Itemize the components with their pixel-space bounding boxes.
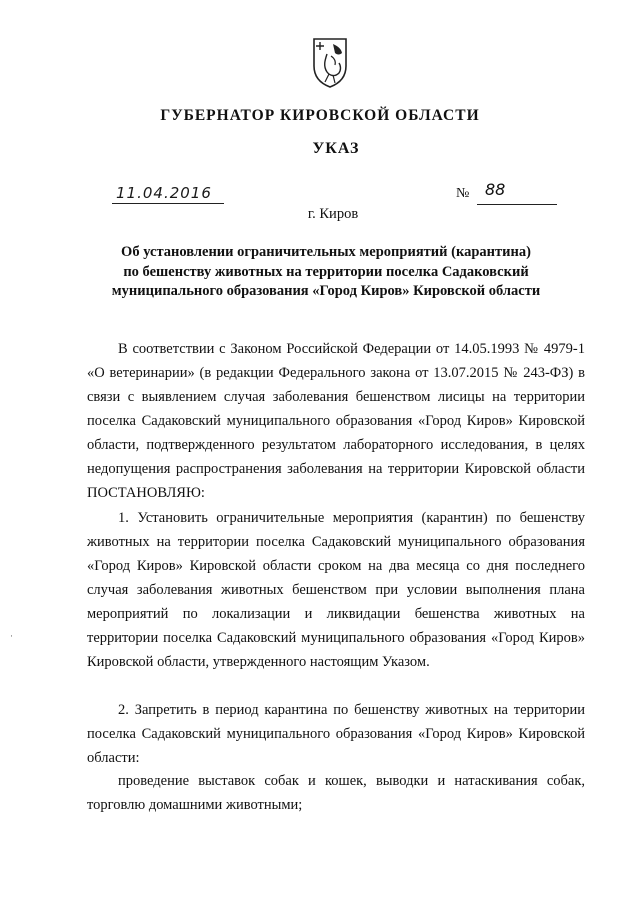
clause-2-item-paragraph xyxy=(87,769,585,817)
clause-2-paragraph xyxy=(87,698,585,770)
paragraph-text: 1. Установить ограничительные мероприятия (карантин) по бешенству животных на территории поселка Садаковский муниципального образования «Город Киров» Кировской области сроком на два месяца со дня последнего случая заболевания животных бешенством при условии выполнения плана мероприятий по локализации и ликвидации бешенства животных на территории поселка Садаковский муниципального образования «Город Киров» Кировской области, утвержденного настоящим Указом. xyxy=(87,510,585,670)
number-label: № xyxy=(456,186,470,201)
subject-line: Об установлении ограничительных мероприятий (карантина) xyxy=(121,244,531,260)
coat-of-arms-icon xyxy=(311,36,349,88)
margin-mark: · xyxy=(10,631,13,641)
subject-line: по бешенству животных на территории поселка Садаковский xyxy=(123,263,529,280)
preamble-paragraph xyxy=(87,337,585,505)
document-date: 11.04.2016 xyxy=(112,183,224,204)
paragraph-text: 2. Запретить в период карантина по бешенству животных на территории поселка Садаковский муниципального образования «Город Киров» Кировской области: xyxy=(87,702,585,766)
document-number: 88 xyxy=(485,180,506,199)
document-subject xyxy=(92,243,560,302)
paragraph-text: В соответствии с Законом Российской Федерации от 14.05.1993 № 4979-1 «О ветеринарии» (в редакции Федерального закона от 13.07.2015 № 243-ФЗ) в связи с выявлением случая заболевания бешенством лисицы на территории поселка Садаковский муниципального образования «Город Киров» Кировской области, подтвержденного результатом лабораторного исследования, в целях недопущения распространения заболевания на территории Кировской области ПОСТАНОВЛЯЮ: xyxy=(87,341,585,501)
city: г. Киров xyxy=(307,206,359,222)
issuer-title: ГУБЕРНАТОР КИРОВСКОЙ ОБЛАСТИ xyxy=(160,107,480,124)
clause-1-paragraph xyxy=(87,506,585,674)
paragraph-text: проведение выставок собак и кошек, выводки и натаскивания собак, торговлю домашними животными; xyxy=(87,773,585,813)
document-type: УКАЗ xyxy=(312,140,360,157)
subject-line: муниципального образования «Город Киров» Кировской области xyxy=(111,283,541,299)
